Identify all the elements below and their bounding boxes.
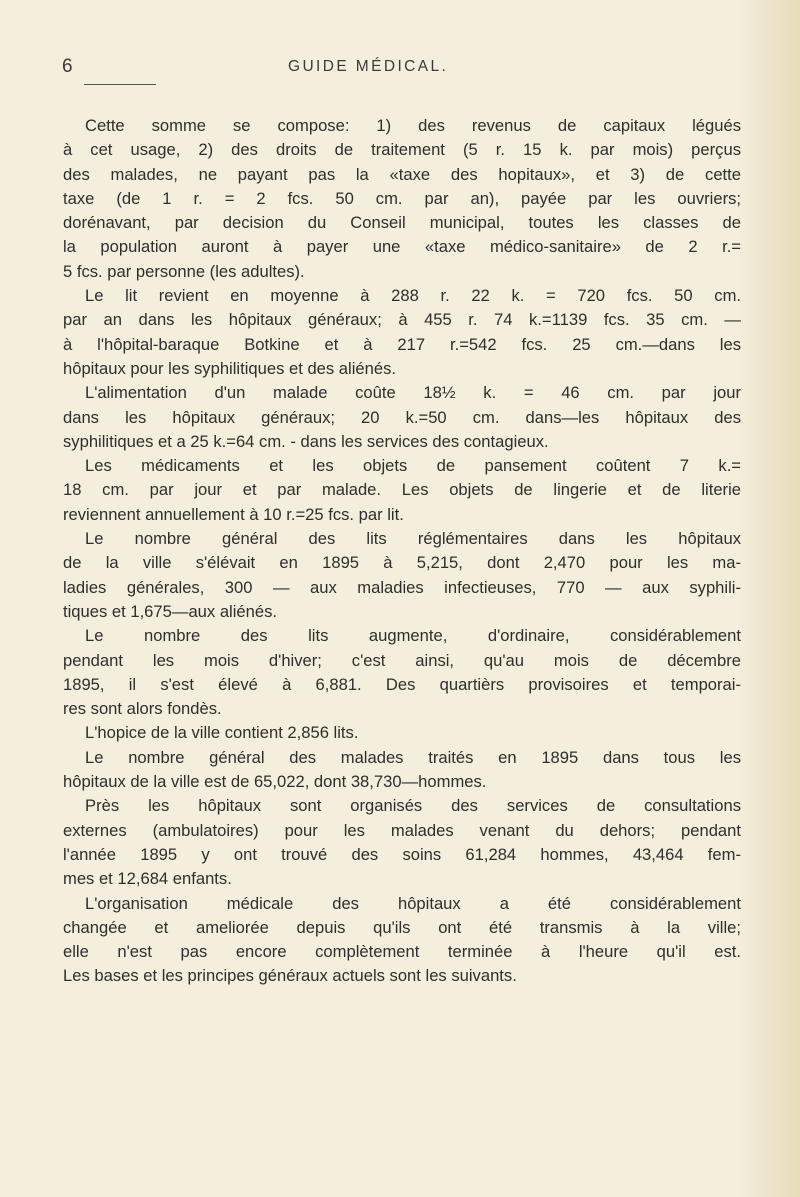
header-rule bbox=[84, 84, 156, 85]
page-header bbox=[62, 56, 762, 82]
paragraph bbox=[63, 892, 741, 989]
text-line: hôpitaux de la ville est de 65,022, dont 38,730—hommes. bbox=[63, 772, 487, 792]
paragraph bbox=[63, 721, 741, 745]
text-line: ladies générales, 300 — aux maladies infectieuses, 770 — aux syphili- bbox=[63, 577, 741, 597]
text-line: à cet usage, 2) des droits de traitement (5 r. 15 k. par mois) perçus bbox=[63, 140, 741, 160]
text-line: Le lit revient en moyenne à 288 r. 22 k. = 720 fcs. 50 cm. bbox=[85, 286, 741, 306]
text-line: 18 cm. par jour et par malade. Les objets de lingerie et de literie bbox=[63, 480, 741, 500]
body-text bbox=[63, 114, 741, 989]
text-line: dorénavant, par decision du Conseil municipal, toutes les classes de bbox=[63, 213, 741, 233]
text-line: de la ville s'élévait en 1895 à 5,215, dont 2,470 pour les ma- bbox=[63, 553, 741, 573]
text-line: reviennent annuellement à 10 r.=25 fcs. par lit. bbox=[63, 504, 404, 524]
paragraph bbox=[63, 381, 741, 454]
text-line: mes et 12,684 enfants. bbox=[63, 869, 232, 889]
text-line: Près les hôpitaux sont organisés des services de consultations bbox=[85, 796, 741, 816]
paragraph bbox=[63, 527, 741, 624]
text-line: pendant les mois d'hiver; c'est ainsi, qu'au mois de décembre bbox=[63, 650, 741, 670]
text-line: L'organisation médicale des hôpitaux a été considérablement bbox=[85, 893, 741, 913]
text-line: externes (ambulatoires) pour les malades venant du dehors; pendant bbox=[63, 820, 741, 840]
text-line: à l'hôpital-baraque Botkine et à 217 r.=542 fcs. 25 cm.—dans les bbox=[63, 334, 741, 354]
paragraph bbox=[63, 794, 741, 891]
text-line: changée et ameliorée depuis qu'ils ont été transmis à la ville; bbox=[63, 917, 741, 937]
text-line: Le nombre des lits augmente, d'ordinaire, considérablement bbox=[85, 626, 741, 646]
text-line: par an dans les hôpitaux généraux; à 455 r. 74 k.=1139 fcs. 35 cm. — bbox=[63, 310, 741, 330]
text-line: des malades, ne payant pas la «taxe des hopitaux», et 3) de cette bbox=[63, 164, 741, 184]
paragraph bbox=[63, 284, 741, 381]
paragraph bbox=[63, 454, 741, 527]
text-line: Les bases et les principes généraux actuels sont les suivants. bbox=[63, 966, 517, 986]
text-line: syphilitiques et a 25 k.=64 cm. - dans les services des contagieux. bbox=[63, 431, 549, 451]
running-title: GUIDE MÉDICAL. bbox=[288, 58, 449, 75]
paragraph bbox=[63, 624, 741, 721]
paragraph bbox=[63, 746, 741, 795]
text-line: la population auront à payer une «taxe médico-sanitaire» de 2 r.= bbox=[63, 237, 741, 257]
text-line: Le nombre général des lits réglémentaires dans les hôpitaux bbox=[85, 529, 741, 549]
text-line: 5 fcs. par personne (les adultes). bbox=[63, 261, 305, 281]
text-line: tiques et 1,675—aux aliénés. bbox=[63, 601, 278, 621]
text-line: L'alimentation d'un malade coûte 18½ k. = 46 cm. par jour bbox=[85, 383, 741, 403]
text-line: dans les hôpitaux généraux; 20 k.=50 cm. dans—les hôpitaux des bbox=[63, 407, 741, 427]
text-line: elle n'est pas encore complètement terminée à l'heure qu'il est. bbox=[63, 942, 741, 962]
page-number: 6 bbox=[62, 56, 73, 77]
text-line: Cette somme se compose: 1) des revenus de capitaux légués bbox=[85, 116, 741, 135]
text-line: Les médicaments et les objets de pansement coûtent 7 k.= bbox=[85, 456, 741, 476]
text-line: hôpitaux pour les syphilitiques et des aliénés. bbox=[63, 358, 397, 378]
text-line: l'année 1895 y ont trouvé des soins 61,284 hommes, 43,464 fem- bbox=[63, 844, 741, 864]
text-line: res sont alors fondès. bbox=[63, 699, 222, 719]
text-line: L'hopice de la ville contient 2,856 lits. bbox=[85, 723, 359, 743]
text-line: taxe (de 1 r. = 2 fcs. 50 cm. par an), payée par les ouvriers; bbox=[63, 188, 741, 208]
text-line: Le nombre général des malades traités en 1895 dans tous les bbox=[85, 747, 741, 767]
paragraph bbox=[63, 114, 741, 284]
text-line: 1895, il s'est élevé à 6,881. Des quartièrs provisoires et temporai- bbox=[63, 674, 741, 694]
